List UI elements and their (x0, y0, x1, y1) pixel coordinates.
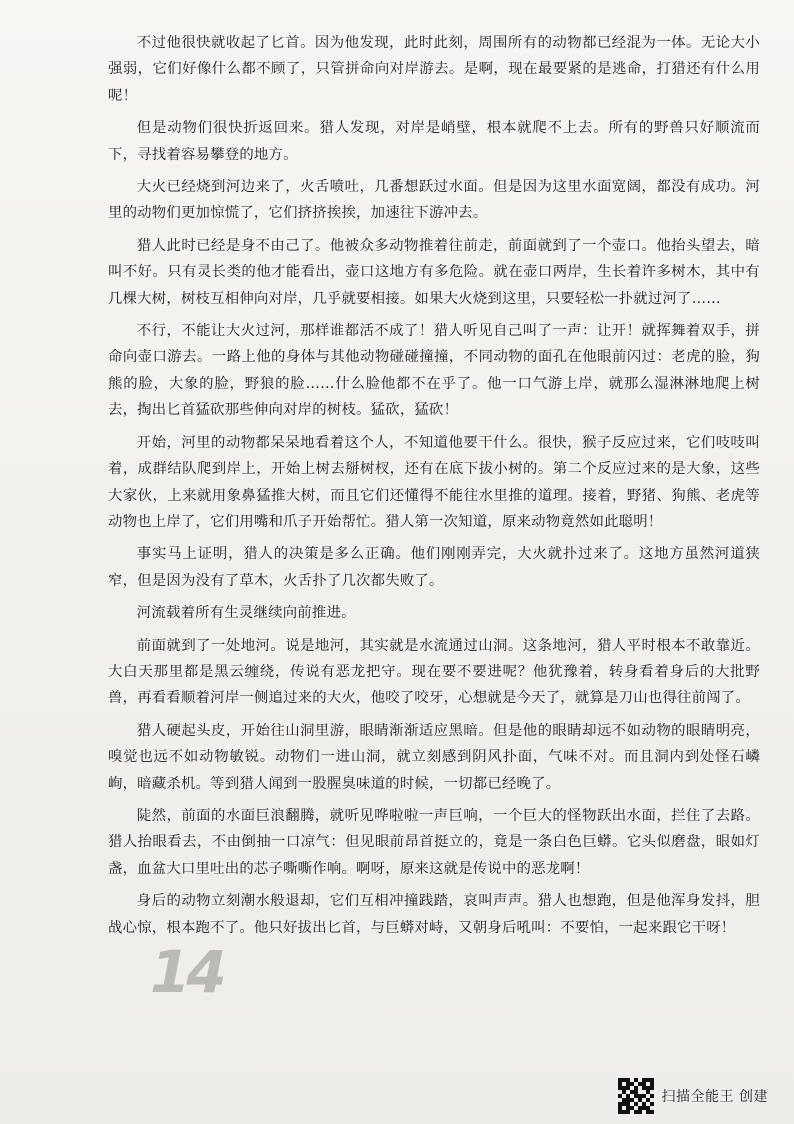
paragraph: 前面就到了一处地河。说是地河，其实就是水流通过山洞。这条地河，猎人平时根本不敢靠近。大白天那里都是黑云缠绕，传说有恶龙把守。现在要不要进呢？他犹豫着，转身看着身后的大批野兽，再看看顺着河岸一侧追过来的大火，他咬了咬牙，心想就是今天了，就算是刀山也得往前闯了。 (108, 637, 760, 707)
paragraph: 猎人此时已经是身不由己了。他被众多动物推着往前走，前面就到了一个壶口。他抬头望去，暗叫不好。只有灵长类的他才能看出，壶口这地方有多危险。就在壶口两岸，生长着许多树木，其中有几棵大树，树枝互相伸向对岸，几乎就要相接。如果大火烧到这里，只要轻松一扑就过河了…… (108, 237, 760, 307)
paragraph: 河流载着所有生灵继续向前推进。 (136, 605, 356, 622)
qr-code-icon (618, 1078, 654, 1114)
paragraph: 不行，不能让大火过河，那样谁都活不成了！猎人听见自己叫了一声：让开！就挥舞着双手，拼命向壶口游去。一路上他的身体与其他动物碰碰撞撞，不同动物的面孔在他眼前闪过：老虎的脸，狗熊的脸，大象的脸，野狼的脸……什么脸他都不在乎了。他一口气游上岸，就那么湿淋淋地爬上树去，掏出匕首猛砍那些伸向对岸的树枝。猛砍，猛砍！ (108, 323, 760, 419)
paragraph: 大火已经烧到河边来了，火舌喷吐，几番想跃过水面。但是因为这里水面宽阔，都没有成功。河里的动物们更加惊慌了，它们挤挤挨挨，加速往下游冲去。 (108, 179, 760, 222)
paragraph: 开始，河里的动物都呆呆地看着这个人，不知道他要干什么。很快，猴子反应过来，它们吱吱叫着，成群结队爬到岸上，开始上树去掰树杈，还有在底下拔小树的。第二个反应过来的是大象，这些大家伙，上来就用象鼻猛推大树，而且它们还懂得不能往水里推的道理。接着，野猪、狗熊、老虎等动物也上岸了，它们用嘴和爪子开始帮忙。猎人第一次知道，原来动物竟然如此聪明！ (108, 434, 760, 530)
paragraph: 身后的动物立刻潮水般退却，它们互相冲撞践踏，哀叫声声。猎人也想跑，但是他浑身发抖，胆战心惊，根本跑不了。他只好拔出匕首，与巨蟒对峙，又朝身后吼叫：不要怕，一起来跟它干呀！ (108, 893, 760, 936)
paragraph: 但是动物们很快折返回来。猎人发现，对岸是峭壁，根本就爬不上去。所有的野兽只好顺流而下，寻找着容易攀登的地方。 (108, 120, 760, 163)
page-number: 14 (150, 938, 223, 1006)
story-text (108, 30, 760, 947)
paragraph: 猎人硬起头皮，开始往山洞里游，眼睛渐渐适应黑暗。但是他的眼睛却远不如动物的眼睛明亮，嗅觉也远不如动物敏锐。动物们一进山洞，就立刻感到阴风扑面，气味不对。而且洞内到处怪石嶙峋，暗藏杀机。等到猎人闻到一股腥臭味道的时候，一切都已经晚了。 (108, 722, 760, 792)
paragraph: 事实马上证明，猎人的决策是多么正确。他们刚刚弄完，大火就扑过来了。这地方虽然河道狭窄，但是因为没有了草木，火舌扑了几次都失败了。 (108, 546, 760, 589)
scanner-watermark-label: 扫描全能王 创建 (661, 1089, 768, 1105)
paragraph: 陡然，前面的水面巨浪翻腾，就听见哗啦啦一声巨响，一个巨大的怪物跃出水面，拦住了去路。猎人抬眼看去，不由倒抽一口凉气：但见眼前昂首挺立的，竟是一条白色巨蟒。它头似磨盘，眼如灯盏，血盆大口里吐出的芯子嘶嘶作响。啊呀，原来这就是传说中的恶龙啊！ (108, 807, 760, 877)
paragraph: 不过他很快就收起了匕首。因为他发现，此时此刻，周围所有的动物都已经混为一体。无论大小强弱，它们好像什么都不顾了，只管拼命向对岸游去。是啊，现在最要紧的是逃命，打猎还有什么用呢！ (108, 35, 760, 104)
scanner-footer (618, 1078, 768, 1114)
